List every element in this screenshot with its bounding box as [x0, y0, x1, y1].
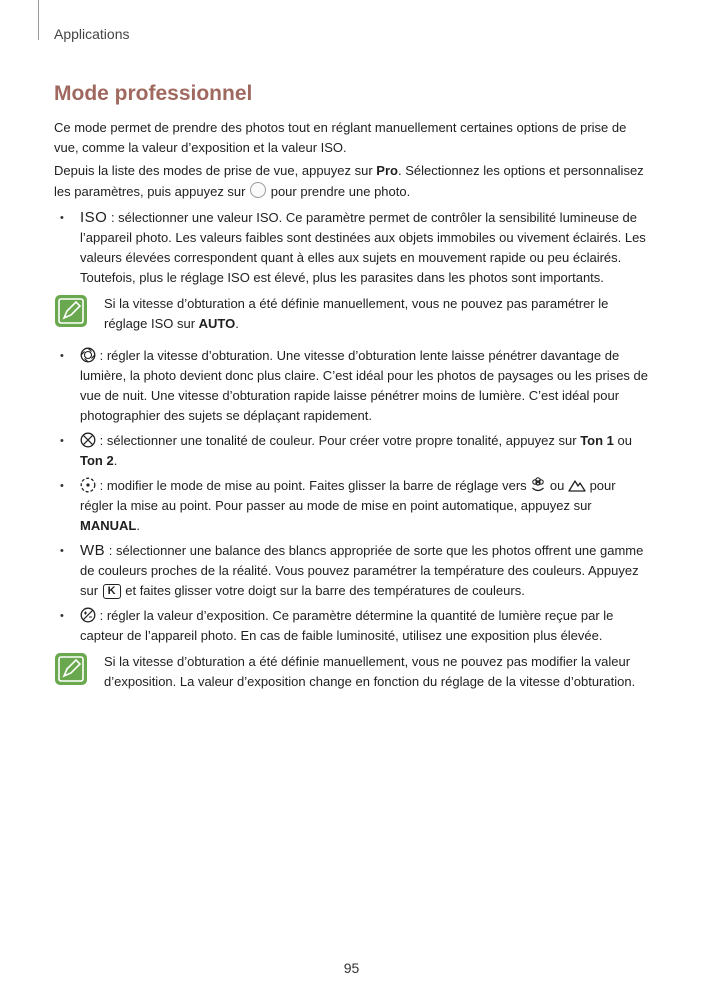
list-item-iso: • ISO : sélectionner une valeur ISO. Ce paramètre permet de contrôler la sensibilité lumineuse de l’appareil photo. Les valeurs faibles sont destinées aux objets immobiles ou vivement éclairés. Les valeurs élevées correspondent quant à elles aux sujets en mouvement rapide ou peu éclairés. Toutefois, plus le réglage ISO est élevé, plus les parasites dans les photos sont importants.: [54, 208, 650, 288]
tone-1-label: Ton 1: [580, 433, 614, 448]
header-rule: [38, 0, 39, 40]
note-icon: [54, 294, 88, 328]
intro-paragraph: Ce mode permet de prendre des photos tout en réglant manuellement certaines options de prise de vue, comme la valeur d’exposition et la valeur ISO.: [54, 120, 627, 155]
page-title: Mode professionnel: [54, 82, 253, 105]
color-tone-icon: [80, 432, 96, 448]
list-item-color-tone: • : sélectionner une tonalité de couleur. Pour créer votre propre tonalité, appuyez sur Ton 1 ou Ton 2.: [54, 431, 650, 471]
shutter-button-icon: [249, 181, 267, 199]
note-exposure: Si la vitesse d’obturation a été définie manuellement, vous ne pouvez pas modifier la valeur d’exposition. La valeur d’exposition change en fonction du réglage de la vitesse d’obturation.: [54, 652, 650, 692]
iso-icon: ISO: [80, 209, 108, 226]
manual-label: MANUAL: [80, 518, 137, 533]
list-item-white-balance: • WB : sélectionner une balance des blancs appropriée de sorte que les photos offrent une gamme de couleurs proches de la réalité. Vous pouvez paramétrer la température des couleurs. Appuyez sur K et faites glisser votre doigt sur la barre des températures de couleurs.: [54, 541, 650, 601]
focus-icon: [80, 477, 96, 493]
main-content: [54, 118, 650, 704]
note-iso: Si la vitesse d’obturation a été définie manuellement, vous ne pouvez pas paramétrer le réglage ISO sur AUTO.: [54, 294, 650, 334]
note-icon: [54, 652, 88, 686]
instruction-paragraph: Depuis la liste des modes de prise de vue, appuyez sur Pro. Sélectionnez les options et personnalisez les paramètres, puis appuyez sur pour prendre une photo.: [54, 163, 644, 199]
settings-list: [54, 208, 650, 288]
settings-list-2: [54, 346, 650, 646]
tone-2-label: Ton 2: [80, 453, 114, 468]
kelvin-key-icon: K: [103, 584, 121, 599]
section-label: Applications: [54, 26, 130, 42]
list-item-focus: • : modifier le mode de mise au point. Faites glisser la barre de réglage vers ou pour régler la mise au point. Pour passer au mode de mise en point automatique, appuyez sur MANUAL.: [54, 476, 650, 536]
pro-mode-label: Pro: [376, 163, 398, 178]
exposure-icon: [80, 607, 96, 623]
list-item-shutter-speed: • : régler la vitesse d’obturation. Une vitesse d’obturation lente laisse pénétrer davantage de lumière, la photo devient donc plus claire. C’est idéal pour les photos de paysages ou les prises de vue de nuit. Une vitesse d’obturation rapide laisse pénétrer moins de lumière. C’est idéal pour photographier des sujets se déplaçant rapidement.: [54, 346, 650, 426]
macro-flower-icon: [530, 477, 546, 493]
wb-icon: WB: [80, 542, 106, 559]
auto-label: AUTO: [198, 316, 236, 331]
page-number: 95: [343, 960, 360, 976]
shutter-speed-icon: [80, 347, 96, 363]
landscape-mountain-icon: [568, 477, 586, 493]
list-item-exposure: • : régler la valeur d’exposition. Ce paramètre détermine la quantité de lumière reçue par le capteur de l’appareil photo. En cas de faible luminosité, utilisez une exposition plus élevée.: [54, 606, 650, 646]
